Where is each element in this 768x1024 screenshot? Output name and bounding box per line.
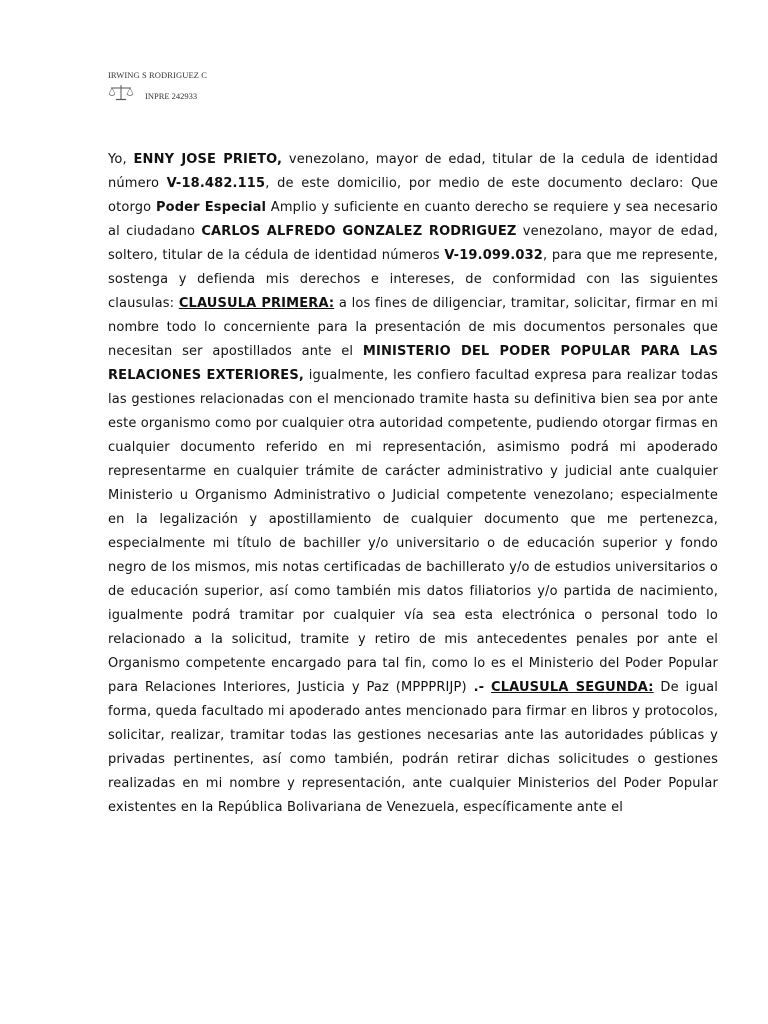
letterhead-name: IRWING S RODRIGUEZ C: [108, 70, 208, 80]
letterhead: [108, 70, 207, 102]
bold-text-segment: CLAUSULA PRIMERA:: [178, 296, 335, 311]
bold-text-segment: ENNY JOSE PRIETO,: [133, 152, 283, 167]
letterhead-inpre: INPRE 242933: [145, 91, 198, 101]
text-segment: a los fines de diligenciar, tramitar, solicitar, firmar en mi nombre todo lo concerniente para la presentación de mis documentos personales que necesitan ser apostillados ante el: [108, 296, 718, 359]
bold-text-segment: CLAUSULA SEGUNDA:: [491, 680, 654, 695]
bold-text-segment: .-: [473, 680, 485, 695]
text-segment: venezolano, mayor de edad, titular de la cedula de identidad número: [108, 152, 718, 191]
text-segment: , de este domicilio, por medio de este documento declaro: Que otorgo: [108, 176, 718, 215]
text-segment: [484, 680, 491, 695]
text-segment: Amplio y suficiente en cuanto derecho se requiere y sea necesario al ciudadano: [108, 200, 719, 239]
bold-text-segment: MINISTERIO DEL PODER POPULAR PARA LAS RELACIONES EXTERIORES,: [108, 344, 718, 383]
text-segment: De igual forma, queda facultado mi apoderado antes mencionado para firmar en libros y protocolos, solicitar, realizar, tramitar todas las gestiones necesarias ante las autoridades públicas y privadas pertinentes, así como también, podrán retirar dichas solicitudes o gestiones realizadas en mi nombre y representación, ante cualquier Ministerios del Poder Popular existentes en la República Bolivariana de Venezuela, específicamente ante el: [108, 680, 718, 815]
text-segment: , para que me represente, sostenga y defienda mis derechos e intereses, de conformidad con las siguientes clausulas:: [108, 248, 718, 311]
text-segment: Yo,: [108, 152, 134, 167]
letterhead-row: [108, 84, 207, 102]
document-body: [108, 148, 718, 820]
bold-text-segment: V-19.099.032: [444, 248, 543, 263]
bold-text-segment: Poder Especial: [155, 200, 267, 215]
bold-text-segment: CARLOS ALFREDO GONZALEZ RODRIGUEZ: [201, 224, 517, 239]
scales-of-justice-icon: [108, 84, 134, 102]
text-segment: igualmente, les confiero facultad expresa para realizar todas las gestiones relacionadas con el mencionado tramite hasta su definitiva bien sea por ante este organismo como por cualquier otra autoridad competente, pudiendo otorgar firmas en cualquier documento referido en mi representación, asimismo podrá mi apoderado representarme en cualquier trámite de carácter administrativo y judicial ante cualquier Ministerio u Organismo Administrativo o Judicial competente venezolano; especialmente en la legalización y apostillamiento de cualquier documento que me pertenezca, especialmente mi título de bachiller y/o universitario o de educación superior y fondo negro de los mismos, mis notas certificadas de bachillerato y/o de estudios universitarios o de educación superior, así como también mis datos filiatorios y/o partida de nacimiento, igualmente podrá tramitar por cualquier vía sea esta electrónica o personal todo lo relacionado a la solicitud, tramite y retiro de mis antecedentes penales por ante el Organismo competente encargado para tal fin, como lo es el Ministerio del Poder Popular para Relaciones Interiores, Justicia y Paz (MPPPRIJP): [108, 368, 718, 695]
bold-text-segment: V-18.482.115: [166, 176, 266, 191]
text-segment: venezolano, mayor de edad, soltero, titular de la cédula de identidad números: [108, 224, 719, 263]
